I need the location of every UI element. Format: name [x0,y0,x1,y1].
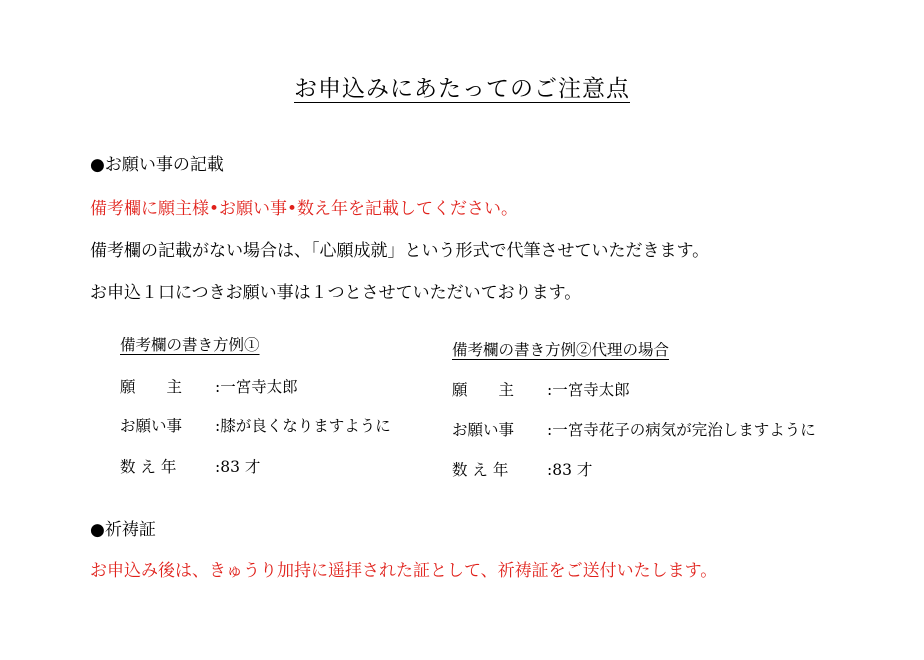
example1-row-applicant [120,375,298,397]
page-title-text: お申込みにあたってのご注意点 [294,76,630,102]
section-heading-wish: ●お願い事の記載 [90,155,224,175]
example2-row-age [452,458,592,480]
example2-wish-value: :一宮寺花子の病気が完治しますように [547,421,816,439]
example2-row-applicant [452,378,630,400]
example1-age-key: 数 え 年 [120,458,177,476]
example1-age-value: :83 才 [215,458,261,476]
wish-default-note: 備考欄の記載がない場合は、「心願成就」という形式で代筆させていただきます。 [90,241,710,261]
wish-limit-note: お申込１口につきお願い事は１つとさせていただいております。 [90,283,582,303]
example2-applicant-value: :一宮寺太郎 [547,381,630,399]
example2-title: 備考欄の書き方例②代理の場合 [452,341,670,359]
example2-row-wish [452,418,816,440]
example2-age-value: :83 才 [547,461,593,479]
certificate-note-red: お申込み後は、きゅうり加持に遥拝された証として、祈祷証をご送付いたします。 [90,561,718,581]
example2-wish-key: お願い事 [452,421,515,439]
section-heading-certificate: ●祈祷証 [90,520,156,540]
example1-row-wish [120,414,391,436]
wish-instruction-red: 備考欄に願主様•お願い事•数え年を記載してください。 [90,199,519,219]
example1-applicant-key: 願 主 [120,378,183,396]
page-title [0,70,924,103]
example1-title: 備考欄の書き方例① [120,336,260,354]
example1-wish-key: お願い事 [120,417,183,435]
example1-row-age [120,455,260,477]
example1-wish-value: :膝が良くなりますように [215,417,391,435]
example2-age-key: 数 え 年 [452,461,509,479]
example2-applicant-key: 願 主 [452,381,515,399]
example1-applicant-value: :一宮寺太郎 [215,378,298,396]
